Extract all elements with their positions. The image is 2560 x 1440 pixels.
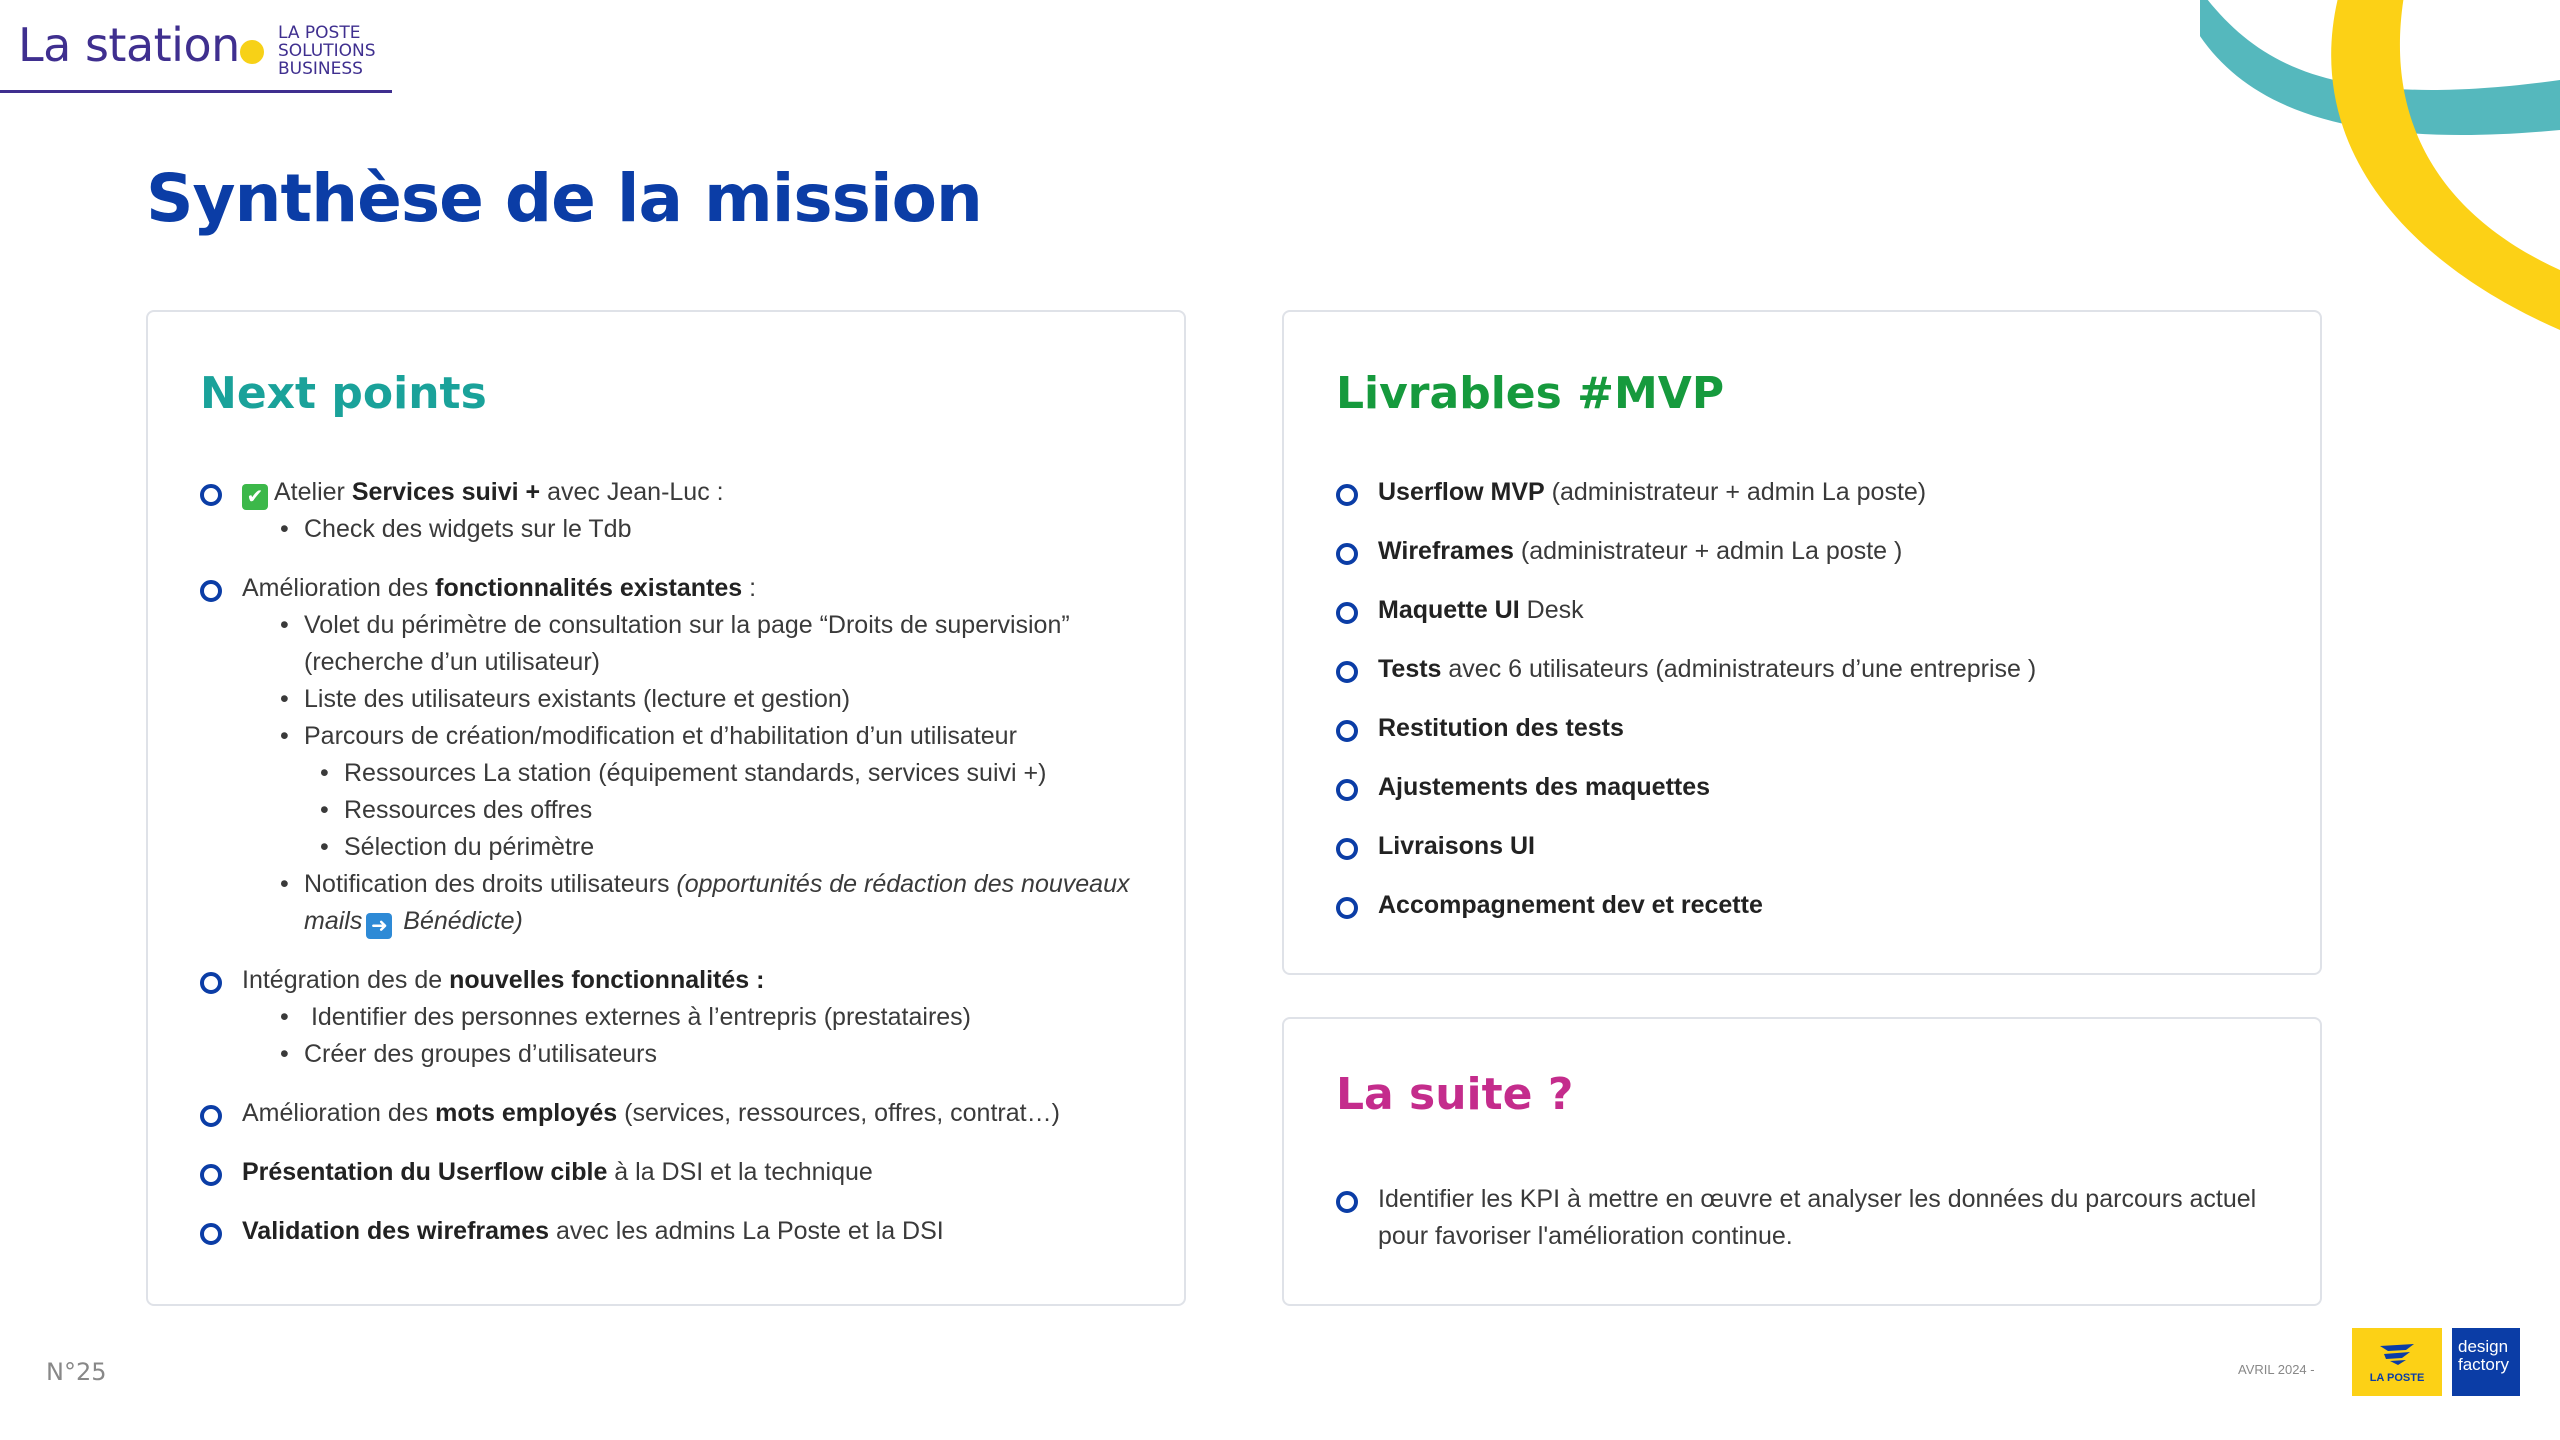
list-item [1336, 592, 2280, 629]
brand-dot-icon [240, 40, 264, 64]
next-points-list [200, 474, 1144, 1272]
item-text: Amélioration des [242, 574, 436, 602]
sub-list-item [280, 866, 1144, 940]
circle-bullet-icon [1336, 779, 1358, 801]
sub-item-text: Identifier des personnes externes à l’entrepris (prestataires) [304, 1003, 971, 1031]
decorative-arcs [2200, 0, 2560, 340]
list-item [200, 474, 1144, 548]
design-factory-text: factory [2458, 1355, 2510, 1374]
livrables-list [1336, 474, 2280, 946]
sub-item-text: Ressources des offres [344, 796, 593, 824]
item-text: (administrateur + admin La poste ) [1513, 537, 1903, 565]
next-points-title: Next points [200, 368, 487, 419]
item-bold-text: Validation des wireframes [242, 1217, 550, 1245]
dot-bullet-icon: • [320, 833, 329, 861]
arrow-right-icon: ➜ [366, 913, 392, 939]
sub-sub-list-item [320, 792, 1144, 829]
list-item [1336, 710, 2280, 747]
list-item [1336, 1181, 2280, 1255]
item-bold-text: Wireframes [1378, 537, 1514, 565]
item-bold-text: mots employés [435, 1099, 618, 1127]
item-bold-text: Accompagnement dev et recette [1378, 891, 1763, 919]
list-item [200, 1095, 1144, 1132]
sub-sub-list-item [320, 829, 1144, 866]
next-points-card [146, 310, 1186, 1306]
sub-list-item [280, 681, 1144, 718]
item-bold-text: Ajustements des maquettes [1378, 773, 1711, 801]
circle-bullet-icon [1336, 1191, 1358, 1213]
sub-item-text: Check des widgets sur le Tdb [304, 515, 632, 543]
sub-item-italic: mails [304, 907, 363, 935]
circle-bullet-icon [200, 1105, 222, 1127]
dot-bullet-icon: • [280, 870, 289, 898]
dot-bullet-icon: • [280, 611, 289, 639]
list-item [200, 570, 1144, 940]
dot-bullet-icon: • [280, 515, 289, 543]
list-item [1336, 533, 2280, 570]
item-text: pour favoriser l'amélioration continue. [1378, 1222, 1793, 1250]
item-text: avec 6 utilisateurs (administrateurs d’une entreprise ) [1441, 655, 2037, 683]
list-item [1336, 474, 2280, 511]
sub-list-item [280, 999, 1144, 1036]
list-item [200, 962, 1144, 1073]
brand-underline [0, 90, 392, 93]
item-bold-text: fonctionnalités existantes [435, 574, 743, 602]
item-text: avec Jean-Luc : [540, 478, 724, 506]
item-text: à la DSI et la technique [607, 1158, 873, 1186]
brand-sub-line: LA POSTE [278, 23, 361, 43]
checkmark-icon: ✔ [242, 484, 268, 510]
item-text: Atelier [274, 478, 352, 506]
brand-name: La station [18, 18, 240, 72]
item-bold-text: nouvelles fonctionnalités : [449, 966, 765, 994]
item-text: avec les admins La Poste et la DSI [549, 1217, 944, 1245]
yellow-arc [2331, 0, 2560, 330]
la-poste-logo-text: LA POSTE [2369, 1372, 2425, 1384]
sub-item-text: Créer des groupes d’utilisateurs [304, 1040, 657, 1068]
la-poste-logo [2352, 1328, 2442, 1396]
dot-bullet-icon: • [280, 685, 289, 713]
sub-list-item [280, 718, 1144, 866]
list-item [1336, 887, 2280, 924]
item-bold-text: Services suivi + [351, 478, 541, 506]
item-bold-text: Restitution des tests [1378, 714, 1624, 742]
sub-sub-list-item [320, 755, 1144, 792]
sub-list-item [280, 511, 1144, 548]
item-text: Identifier les KPI à mettre en œuvre et analyser les données du parcours actuel [1378, 1185, 2257, 1213]
item-text: Amélioration des [242, 1099, 436, 1127]
circle-bullet-icon [200, 972, 222, 994]
sub-item-text: Liste des utilisateurs existants (lecture et gestion) [304, 685, 851, 713]
item-text: Intégration des de [242, 966, 450, 994]
item-text: (administrateur + admin La poste) [1544, 478, 1927, 506]
circle-bullet-icon [1336, 543, 1358, 565]
circle-bullet-icon [1336, 602, 1358, 624]
circle-bullet-icon [1336, 661, 1358, 683]
suite-list [1336, 1181, 2280, 1277]
sub-item-text: Volet du périmètre de consultation sur la page “Droits de supervision” [304, 611, 1070, 639]
livrables-card [1282, 310, 2322, 975]
sub-item-text: Ressources La station (équipement standards, services suivi +) [344, 759, 1047, 787]
circle-bullet-icon [1336, 897, 1358, 919]
list-item [200, 1154, 1144, 1191]
design-factory-logo [2452, 1328, 2520, 1396]
dot-bullet-icon: • [280, 1040, 289, 1068]
dot-bullet-icon: • [280, 1003, 289, 1031]
sub-item-text: Parcours de création/modification et d’habilitation d’un utilisateur [304, 722, 1017, 750]
circle-bullet-icon [1336, 838, 1358, 860]
sub-item-italic: Bénédicte) [396, 907, 523, 935]
dot-bullet-icon: • [320, 759, 329, 787]
circle-bullet-icon [200, 484, 222, 506]
suite-title: La suite ? [1336, 1069, 1574, 1120]
livrables-title: Livrables #MVP [1336, 368, 1725, 419]
la-poste-bird-icon [2378, 1342, 2416, 1366]
sub-item-text: Notification des droits utilisateurs [304, 870, 677, 898]
design-factory-text: design [2458, 1337, 2509, 1356]
dot-bullet-icon: • [280, 722, 289, 750]
circle-bullet-icon [1336, 720, 1358, 742]
brand-subtitle [278, 24, 376, 78]
circle-bullet-icon [200, 1223, 222, 1245]
list-item [1336, 828, 2280, 865]
footer-date: AVRIL 2024 - [2238, 1362, 2315, 1377]
brand-logo [0, 0, 392, 95]
item-bold-text: Présentation du Userflow cible [242, 1158, 608, 1186]
dot-bullet-icon: • [320, 796, 329, 824]
sub-item-italic: (opportunités de rédaction des nouveaux [676, 870, 1130, 898]
item-text: Desk [1519, 596, 1584, 624]
brand-sub-line: SOLUTIONS [278, 41, 376, 61]
list-item [1336, 769, 2280, 806]
item-bold-text: Maquette UI [1378, 596, 1520, 624]
page-title: Synthèse de la mission [146, 160, 982, 237]
item-bold-text: Tests [1378, 655, 1442, 683]
circle-bullet-icon [1336, 484, 1358, 506]
item-text: (services, ressources, offres, contrat…) [617, 1099, 1060, 1127]
circle-bullet-icon [200, 580, 222, 602]
item-bold-text: Userflow MVP [1378, 478, 1545, 506]
sub-item-text: Sélection du périmètre [344, 833, 595, 861]
sub-item-text: (recherche d’un utilisateur) [304, 648, 600, 676]
circle-bullet-icon [200, 1164, 222, 1186]
item-bold-text: Livraisons UI [1378, 832, 1535, 860]
suite-card [1282, 1017, 2322, 1306]
brand-sub-line: BUSINESS [278, 59, 363, 79]
list-item [200, 1213, 1144, 1250]
item-text: : [742, 574, 757, 602]
sub-list-item [280, 607, 1144, 681]
list-item [1336, 651, 2280, 688]
sub-list-item [280, 1036, 1144, 1073]
page-number: N°25 [46, 1358, 107, 1386]
